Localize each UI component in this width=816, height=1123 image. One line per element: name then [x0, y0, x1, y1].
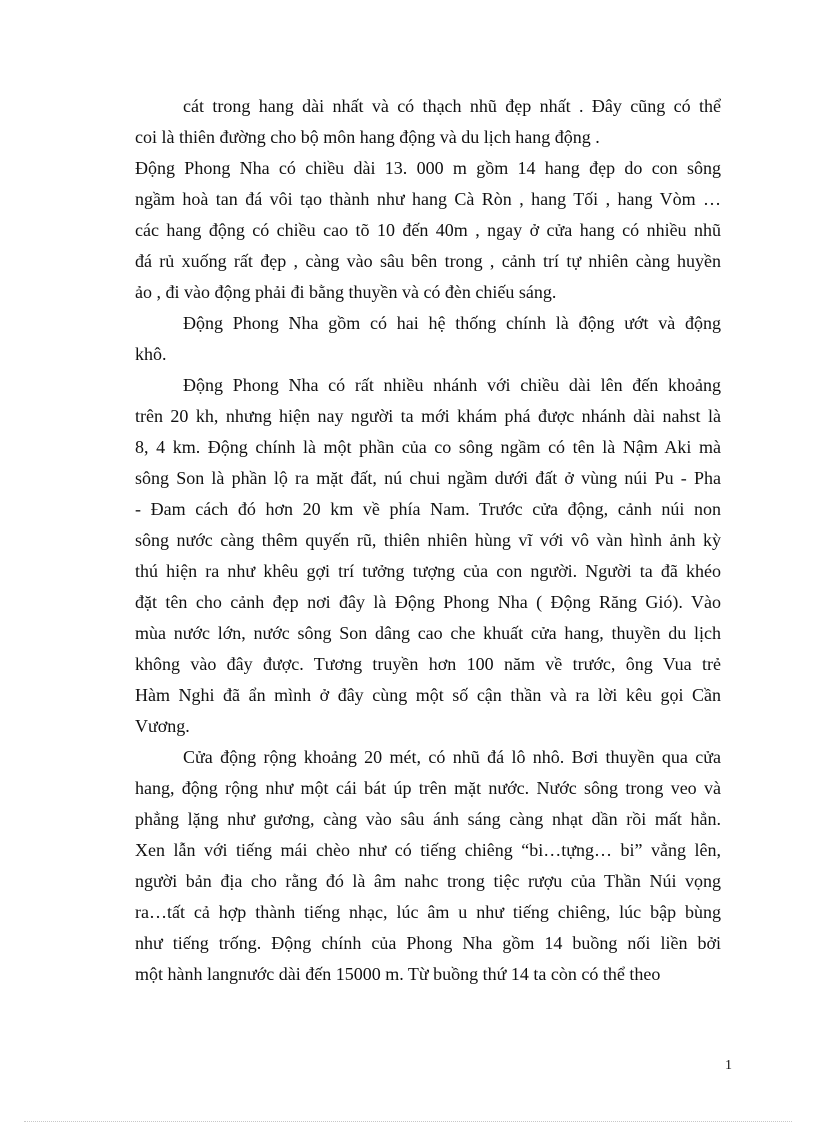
paragraph-4 [135, 370, 721, 742]
paragraph-2 [135, 153, 721, 308]
paragraph-5 [135, 742, 721, 990]
text-line: Vương. [135, 716, 190, 736]
page-number: 1 [725, 1058, 732, 1073]
text-line: Cửa động rộng khoảng 20 mét, có nhũ đá lô nhô. Bơi thuyền qua cửa [183, 747, 721, 767]
text-line: phẳng lặng như gương, càng vào sâu ánh sáng càng nhạt dần rồi mất hẳn. [135, 809, 721, 829]
text-line: mùa nước lớn, nước sông Son dâng cao che khuất cửa hang, thuyền du lịch [135, 623, 721, 643]
text-line: hang, động rộng như một cái bát úp trên mặt nước. Nước sông trong veo và [135, 778, 721, 798]
text-line: Xen lẫn với tiếng mái chèo như có tiếng chiêng “bi…tựng… bi” vẳng lên, [135, 840, 721, 860]
text-line: không vào đây được. Tương truyền hơn 100 năm về trước, ông Vua trẻ [135, 654, 721, 674]
text-line: Động Phong Nha có rất nhiều nhánh với chiều dài lên đến khoảng [183, 375, 721, 395]
text-line: một hành langnước dài đến 15000 m. Từ buồng thứ 14 ta còn có thể theo [135, 964, 661, 984]
body-text [135, 91, 721, 990]
paragraph-3 [135, 308, 721, 370]
text-line: cát trong hang dài nhất và có thạch nhũ đẹp nhất . Đây cũng có thể [183, 96, 721, 116]
text-line: ngầm hoà tan đá vôi tạo thành như hang Cà Ròn , hang Tối , hang Vòm … [135, 189, 721, 209]
text-line: khô. [135, 344, 167, 364]
paragraph-1 [135, 91, 721, 153]
text-line: như tiếng trống. Động chính của Phong Nha gồm 14 buồng nối liền bởi [135, 933, 721, 953]
text-line: ảo , đi vào động phải đi bằng thuyền và có đèn chiếu sáng. [135, 282, 557, 302]
text-line: trên 20 kh, nhưng hiện nay người ta mới khám phá được nhánh dài nahst là [135, 406, 721, 426]
text-line: các hang động có chiều cao tõ 10 đến 40m , ngay ở cửa hang có nhiều nhũ [135, 220, 721, 240]
text-line: Động Phong Nha gồm có hai hệ thống chính là động ướt và động [183, 313, 721, 333]
text-line: Động Phong Nha có chiều dài 13. 000 m gồm 14 hang đẹp do con sông [135, 158, 721, 178]
text-line: đặt tên cho cảnh đẹp nơi đây là Động Phong Nha ( Động Răng Gió). Vào [135, 592, 721, 612]
text-line: sông nước càng thêm quyến rũ, thiên nhiên hùng vĩ với vô vàn hình ảnh kỳ [135, 530, 721, 550]
text-line: Hàm Nghi đã ẩn mình ở đây cùng một số cận thần và ra lời kêu gọi Cần [135, 685, 721, 705]
text-line: ra…tất cả hợp thành tiếng nhạc, lúc âm u như tiếng chiêng, lúc bập bùng [135, 902, 721, 922]
text-line: sông Son là phần lộ ra mặt đất, nú chui ngầm dưới đất ở vùng núi Pu - Pha [135, 468, 721, 488]
text-line: đá rủ xuống rất đẹp , càng vào sâu bên trong , cảnh trí tự nhiên càng huyền [135, 251, 721, 271]
text-line: thú hiện ra như khêu gợi trí tưởng tượng của con người. Người ta đã khéo [135, 561, 721, 581]
text-line: người bản địa cho rằng đó là âm nahc trong tiệc rượu của Thần Núi vọng [135, 871, 721, 891]
footer-divider [24, 1121, 792, 1122]
text-line: coi là thiên đường cho bộ môn hang động và du lịch hang động . [135, 127, 600, 147]
text-line: - Đam cách đó hơn 20 km về phía Nam. Trước cửa động, cảnh núi non [135, 499, 721, 519]
text-line: 8, 4 km. Động chính là một phần của co sông ngầm có tên là Nậm Aki mà [135, 437, 721, 457]
